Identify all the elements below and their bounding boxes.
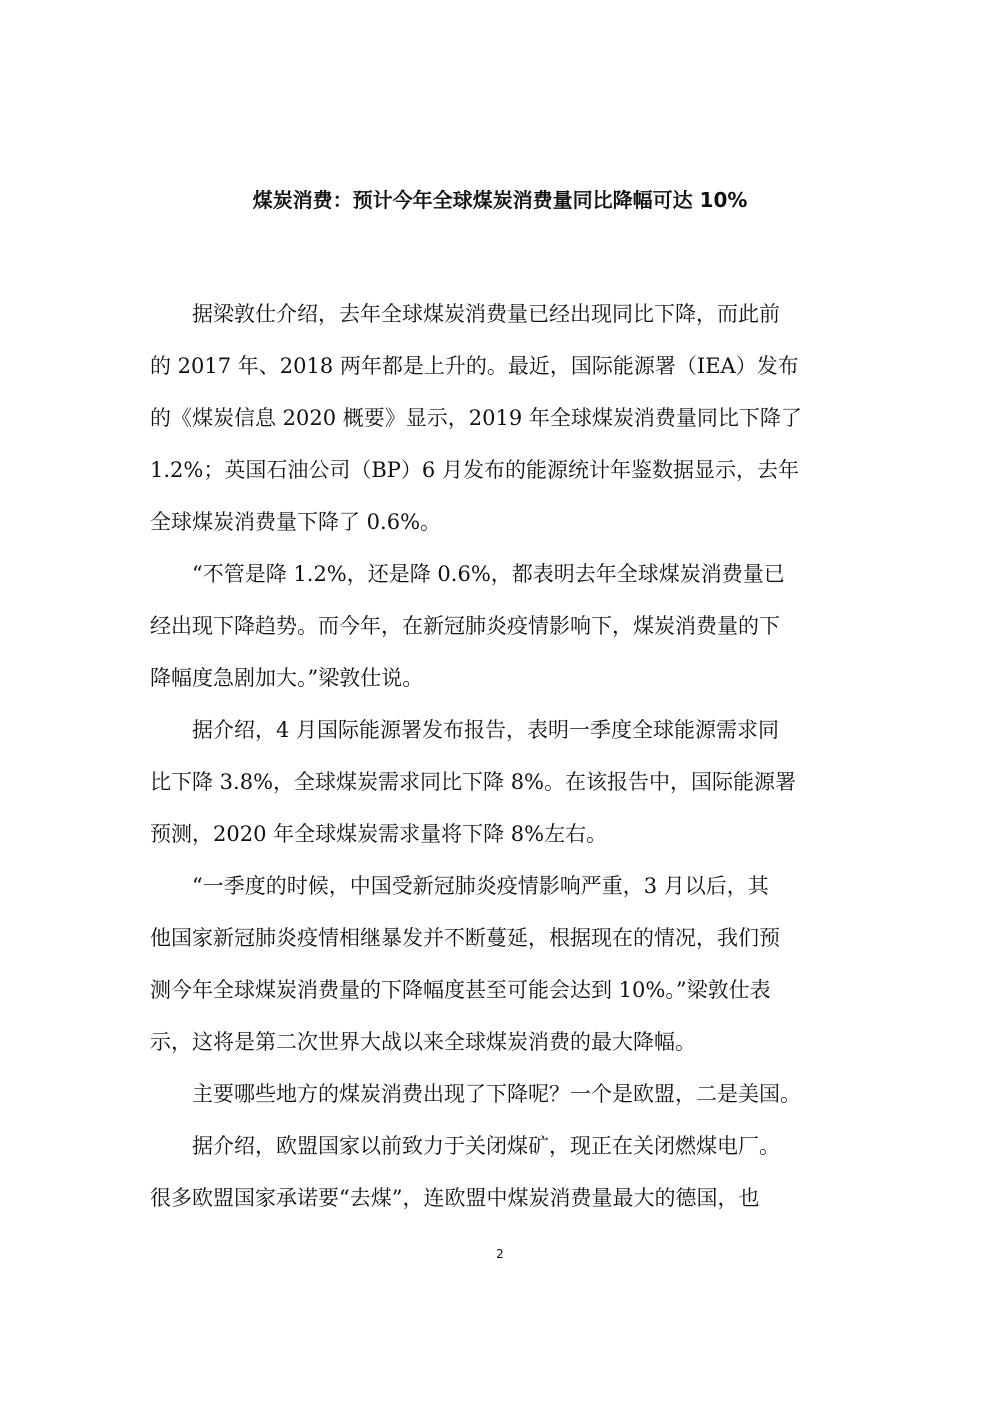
paragraph-line: 经出现下降趋势。而今年，在新冠肺炎疫情影响下，煤炭消费量的下 (150, 614, 780, 638)
paragraph-line: 示，这将是第二次世界大战以来全球煤炭消费的最大降幅。 (150, 1030, 696, 1054)
paragraph-line: 据梁敦仕介绍，去年全球煤炭消费量已经出现同比下降，而此前 (192, 302, 780, 326)
paragraph-line: 的 2017 年、2018 两年都是上升的。最近，国际能源署（IEA）发布 (150, 354, 799, 378)
body-text (150, 288, 870, 1224)
paragraph-line: 的《煤炭信息 2020 概要》显示，2019 年全球煤炭消费量同比下降了 (150, 406, 802, 430)
page-title: 煤炭消费：预计今年全球煤炭消费量同比降幅可达 10% (252, 188, 748, 212)
paragraph-line: 降幅度急剧加大。”梁敦仕说。 (150, 666, 424, 690)
paragraph-line: “一季度的时候，中国受新冠肺炎疫情影响严重，3 月以后，其 (192, 874, 769, 898)
page-number: 2 (496, 1247, 504, 1261)
paragraph-line: 全球煤炭消费量下降了 0.6%。 (150, 510, 442, 534)
paragraph-line: “不管是降 1.2%，还是降 0.6%，都表明去年全球煤炭消费量已 (192, 562, 785, 586)
paragraph-line: 他国家新冠肺炎疫情相继暴发并不断蔓延，根据现在的情况，我们预 (150, 926, 780, 950)
paragraph-line: 预测，2020 年全球煤炭需求量将下降 8%左右。 (150, 822, 608, 846)
paragraph-line: 主要哪些地方的煤炭消费出现了下降呢？一个是欧盟，二是美国。 (192, 1082, 801, 1106)
paragraph-line: 据介绍，4 月国际能源署发布报告，表明一季度全球能源需求同 (192, 718, 780, 742)
paragraph-line: 很多欧盟国家承诺要“去煤”，连欧盟中煤炭消费量最大的德国，也 (150, 1186, 760, 1210)
paragraph-line: 测今年全球煤炭消费量的下降幅度甚至可能会达到 10%。”梁敦仕表 (150, 978, 771, 1002)
paragraph-line: 据介绍，欧盟国家以前致力于关闭煤矿，现正在关闭燃煤电厂。 (192, 1134, 780, 1158)
paragraph-line: 比下降 3.8%，全球煤炭需求同比下降 8%。在该报告中，国际能源署 (150, 770, 797, 794)
paragraph-line: 1.2%；英国石油公司（BP）6 月发布的能源统计年鉴数据显示，去年 (150, 458, 799, 482)
